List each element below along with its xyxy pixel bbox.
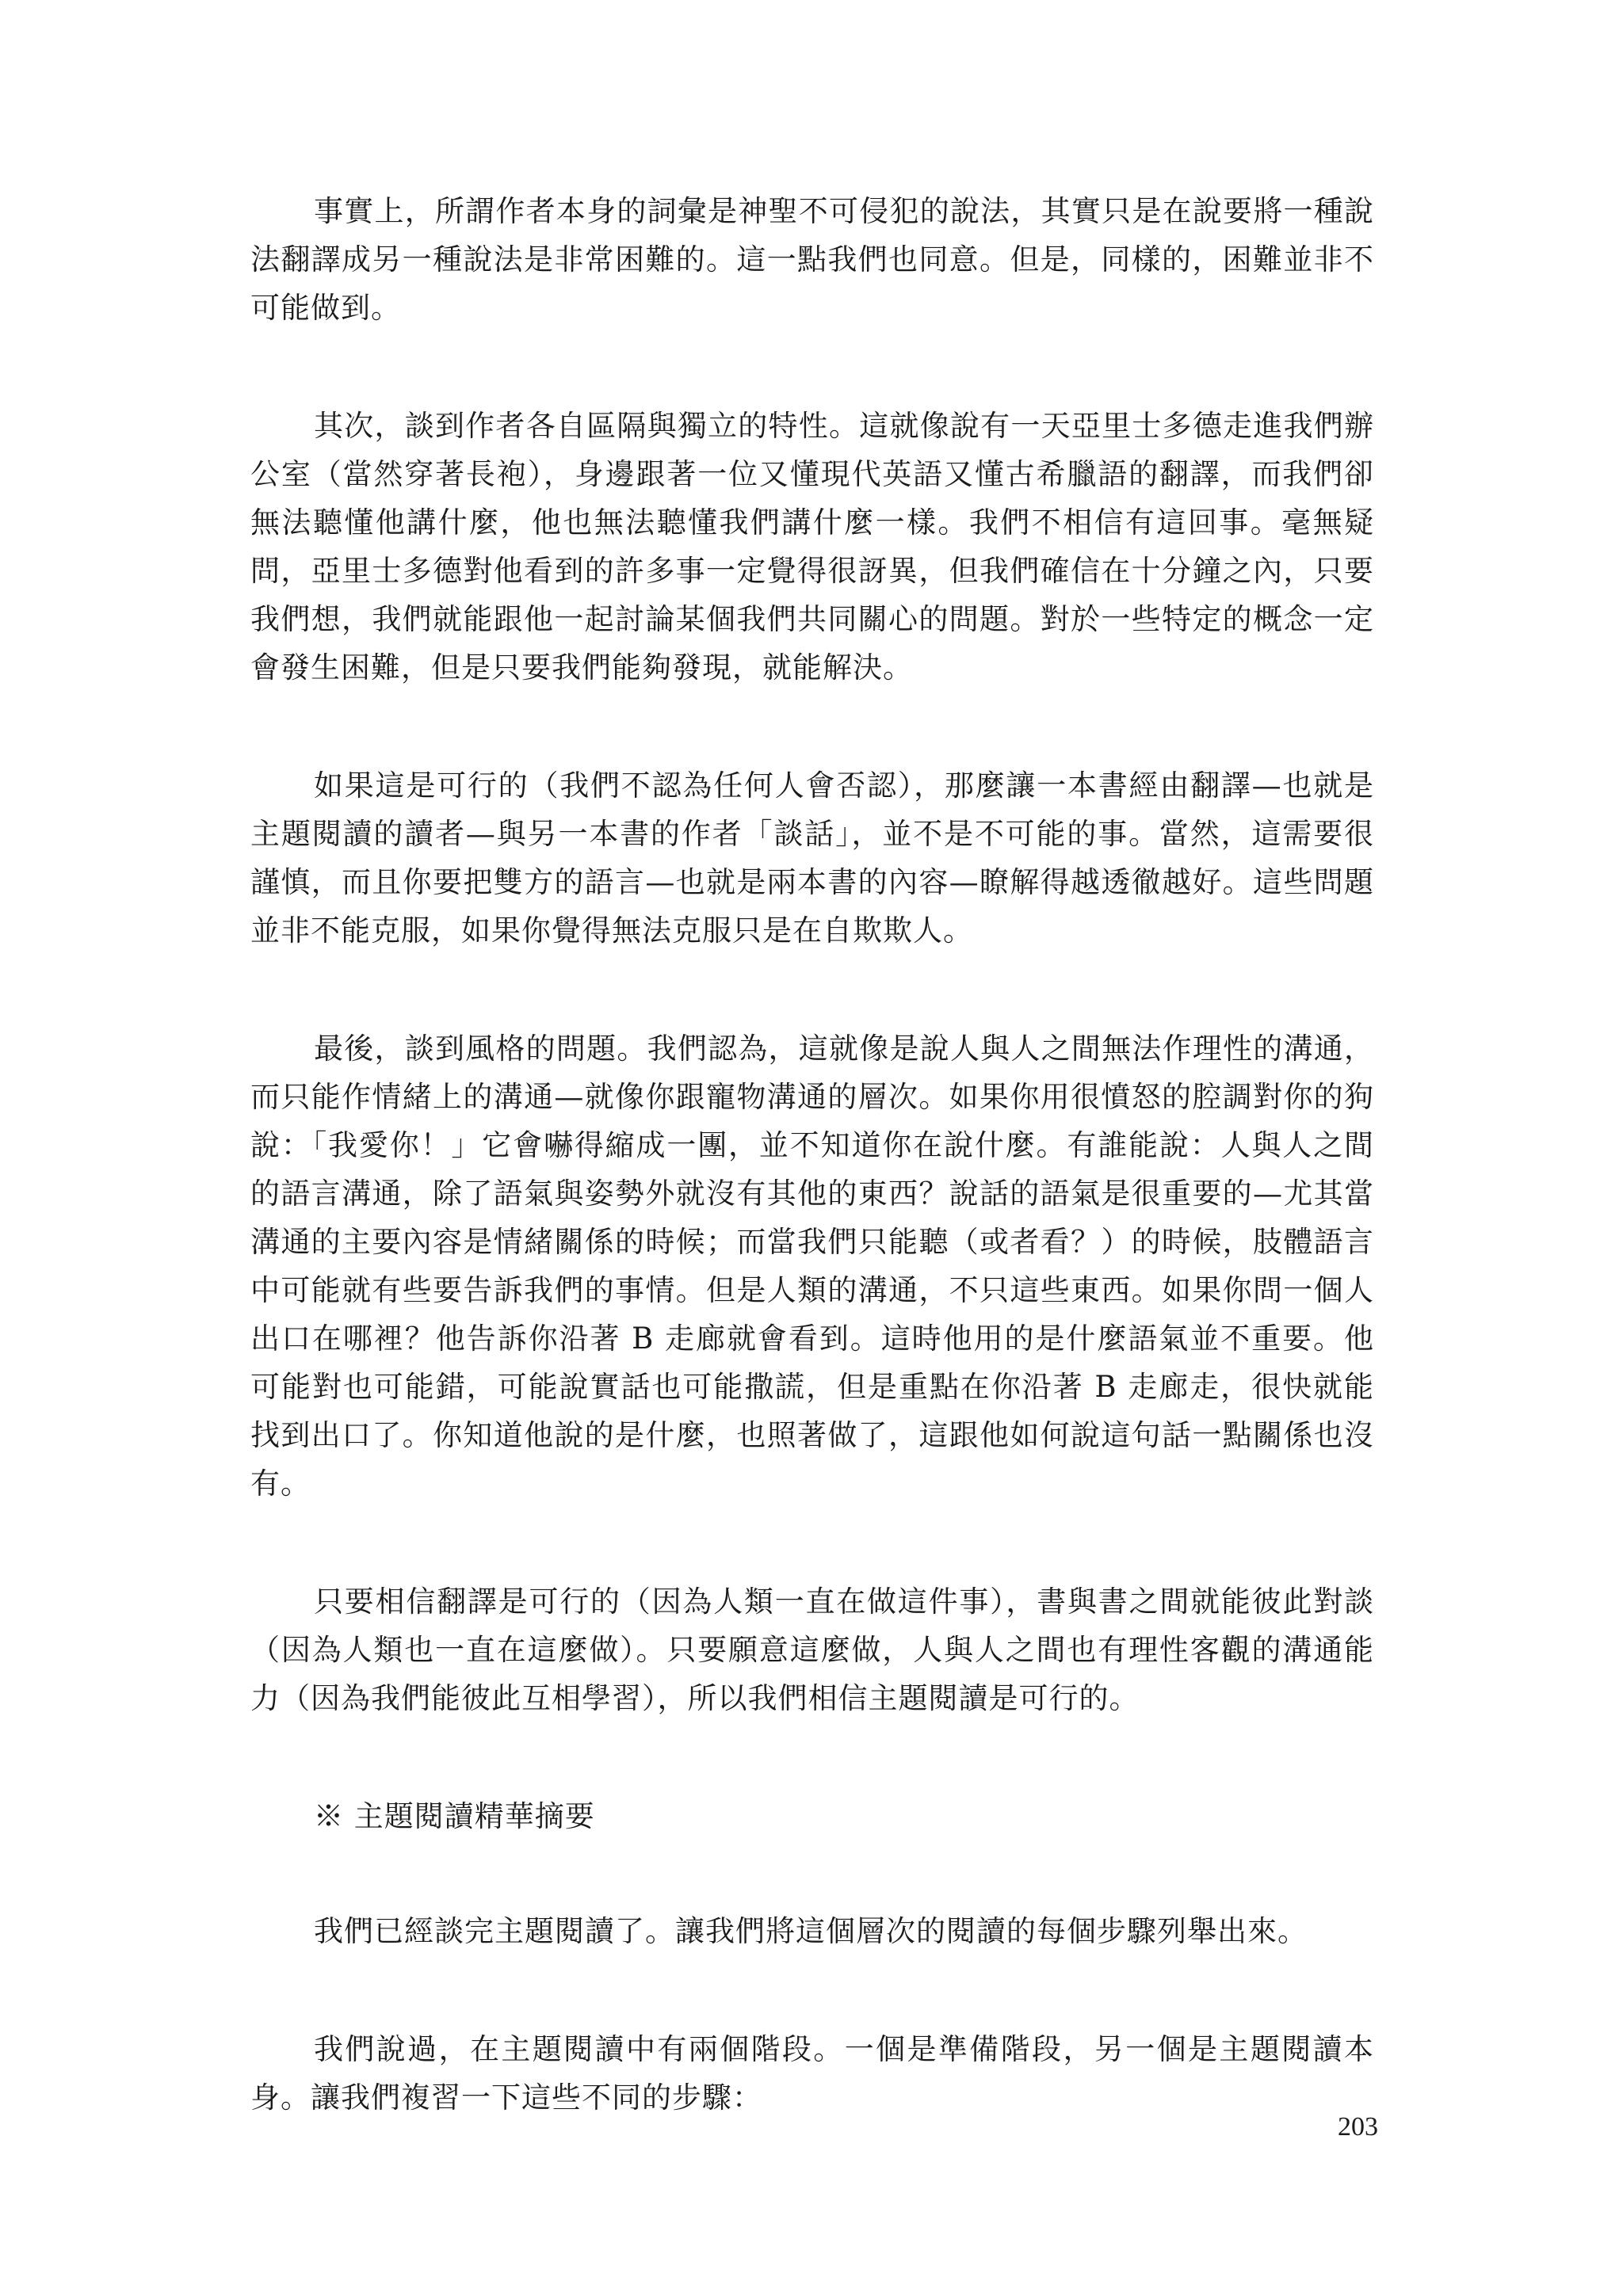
page-body bbox=[250, 187, 1374, 2191]
paragraph-summary-intro: 我們已經談完主題閱讀了。讓我們將這個層次的閱讀的每個步驟列舉出來。 bbox=[314, 1914, 1308, 1948]
paragraph-style-problem: 最後，談到風格的問題。我們認為，這就像是說人與人之間無法作理性的溝通，而只能作情緒上的溝通—就像你跟寵物溝通的層次。如果你用很憤怒的腔調對你的狗說：「我愛你！」它會嚇得縮成一團，並不知道你在說什麼。有誰能說：人與人之間的語言溝通，除了語氣與姿勢外就沒有其他的東西？說話的語氣是很重要的—尤其當溝通的主要內容是情緒關係的時候；而當我們只能聽（或者看？）的時候，肢體語言中可能就有些要告訴我們的事情。但是人類的溝通，不只這些東西。如果你問一個人出口在哪裡？他告訴你沿著 B 走廊就會看到。這時他用的是什麼語氣並不重要。他可能對也可能錯，可能說實話也可能撒謊，但是重點在你沿著 B 走廊走，很快就能找到出口了。你知道他說的是什麼，也照著做了，這跟他如何說這句話一點關係也沒有。 bbox=[250, 1032, 1374, 1501]
paragraph-conclusion: 只要相信翻譯是可行的（因為人類一直在做這件事），書與書之間就能彼此對談（因為人類也一直在這麼做）。只要願意這麼做，人與人之間也有理性客觀的溝通能力（因為我們能彼此互相學習），所以我們相信主題閱讀是可行的。 bbox=[250, 1585, 1374, 1715]
section-heading-summary: ※ 主題閱讀精華摘要 bbox=[314, 1799, 595, 1833]
page-number: 203 bbox=[1338, 2112, 1378, 2142]
paragraph-author-vocabulary: 事實上，所謂作者本身的詞彙是神聖不可侵犯的說法，其實只是在說要將一種說法翻譯成另一種說法是非常困難的。這一點我們也同意。但是，同樣的，困難並非不可能做到。 bbox=[250, 194, 1374, 325]
paragraph-translation-feasible: 如果這是可行的（我們不認為任何人會否認），那麼讓一本書經由翻譯—也就是主題閱讀的讀者—與另一本書的作者「談話」，並不是不可能的事。當然，這需要很謹慎，而且你要把雙方的語言—也就是兩本書的內容—瞭解得越透徹越好。這些問題並非不能克服，如果你覺得無法克服只是在自欺欺人。 bbox=[250, 769, 1374, 948]
paragraph-two-stages: 我們說過，在主題閱讀中有兩個階段。一個是準備階段，另一個是主題閱讀本身。讓我們複習一下這些不同的步驟： bbox=[250, 2032, 1374, 2115]
paragraph-author-isolation: 其次，談到作者各自區隔與獨立的特性。這就像說有一天亞里士多德走進我們辦公室（當然穿著長袍），身邊跟著一位又懂現代英語又懂古希臘語的翻譯，而我們卻無法聽懂他講什麼，他也無法聽懂我們講什麼一樣。我們不相信有這回事。毫無疑問，亞里士多德對他看到的許多事一定覺得很訝異，但我們確信在十分鐘之內，只要我們想，我們就能跟他一起討論某個我們共同關心的問題。對於一些特定的概念一定會發生困難，但是只要我們能夠發現，就能解決。 bbox=[250, 409, 1374, 685]
